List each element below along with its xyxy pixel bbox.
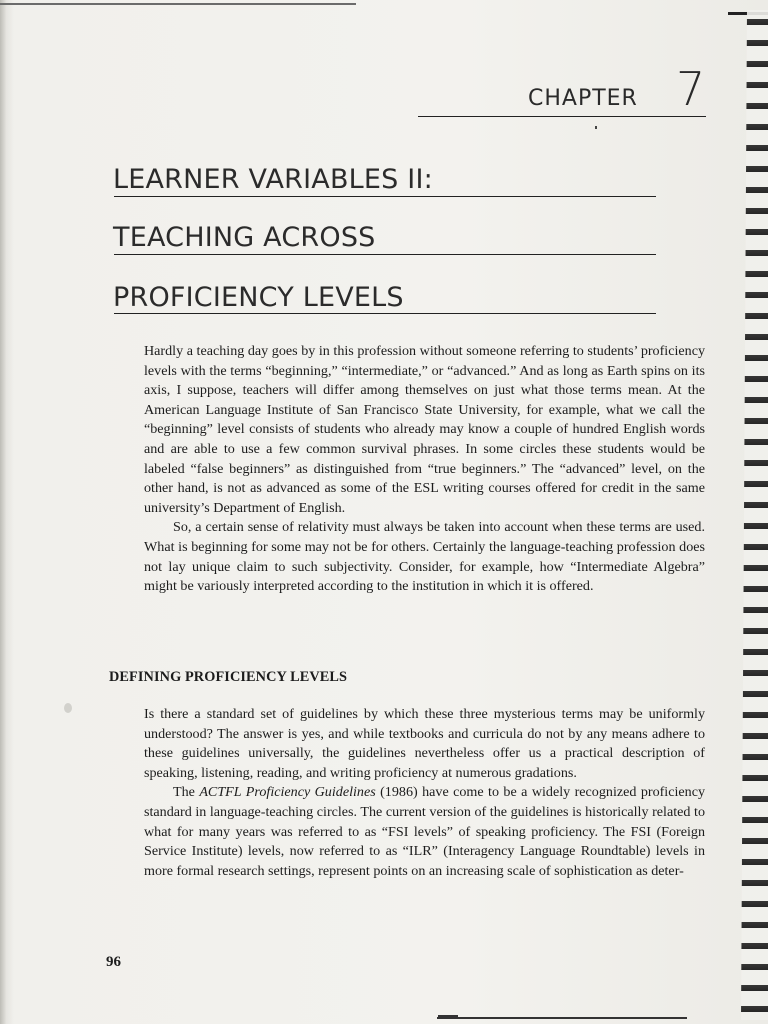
section-paragraph-1: Is there a standard set of guidelines by which these three mysterious terms may be uniformly understood? The answer is yes, and while textbooks and curricula do not by any means adhere to these guidelines universally, the guidelines nevertheless offer us a practical description of speaking, listening, reading, and writing proficiency at numerous gradations. bbox=[144, 706, 705, 781]
section-heading: DEFINING PROFICIENCY LEVELS bbox=[109, 669, 348, 685]
title-line-3: PROFICIENCY LEVELS bbox=[113, 282, 404, 313]
title-line-2: TEACHING ACROSS bbox=[113, 222, 376, 253]
intro-paragraph-2: So, a certain sense of relativity must always be taken into account when these terms are used. What is beginning for some may not be for others. Certainly the language-teaching profession does not lay unique claim to such subjectivity. Consider, for example, how “Intermediate Algebra” might be variously interpreted according to the institution in which it is offered. bbox=[144, 519, 705, 595]
section-paragraph-2-rest: (1986) have come to be a widely recognized proficiency standard in language-teaching circles. The current version of the guidelines is historically related to what for many years was referred to as “FSI levels” of speaking proficiency. The FSI (Foreign Service Institute) levels, now referred to as “ILR” (Interagency Language Roundtable) levels in more formal research settings, represent points on an increasing scale of sophistication as deter- bbox=[144, 784, 705, 879]
bottom-rule bbox=[437, 1017, 687, 1019]
chapter-heading bbox=[418, 62, 706, 117]
title-underline-3 bbox=[114, 313, 656, 314]
print-mark bbox=[595, 126, 597, 129]
page-left-edge bbox=[0, 0, 6, 1024]
page-number: 96 bbox=[106, 954, 121, 970]
chapter-number: 7 bbox=[676, 62, 706, 116]
title-line-1: LEARNER VARIABLES II: bbox=[113, 164, 433, 195]
chapter-label: CHAPTER bbox=[528, 86, 638, 111]
section-paragraph-2 bbox=[144, 783, 705, 881]
title-underline-2 bbox=[114, 254, 656, 255]
guidelines-title: ACTFL Proficiency Guidelines bbox=[199, 784, 376, 801]
section-paragraph-2-lead: The bbox=[173, 784, 200, 801]
section-text bbox=[144, 705, 705, 881]
intro-text bbox=[144, 342, 705, 597]
page-smudge bbox=[64, 703, 72, 713]
title-underline-1 bbox=[114, 196, 656, 197]
intro-paragraph-1: Hardly a teaching day goes by in this profession without someone referring to students’ proficiency levels with the terms “beginning,” “intermediate,” or “advanced.” And as long as Earth spins on its axis, I suppose, teachers will differ among themselves on just what those terms mean. At the American Language Institute of San Francisco State University, for example, what we call the “beginning” level consists of students who already may know a couple of hundred English words and are able to use a few common survival phrases. In some circles these students would be labeled “false beginners” as distinguished from “true beginners.” The “advanced” level, on the other hand, is not as advanced as some of the ESL writing courses offered for credit in the same university’s Department of English. bbox=[144, 343, 705, 516]
top-rule bbox=[0, 3, 356, 5]
spiral-binding bbox=[738, 10, 768, 1020]
